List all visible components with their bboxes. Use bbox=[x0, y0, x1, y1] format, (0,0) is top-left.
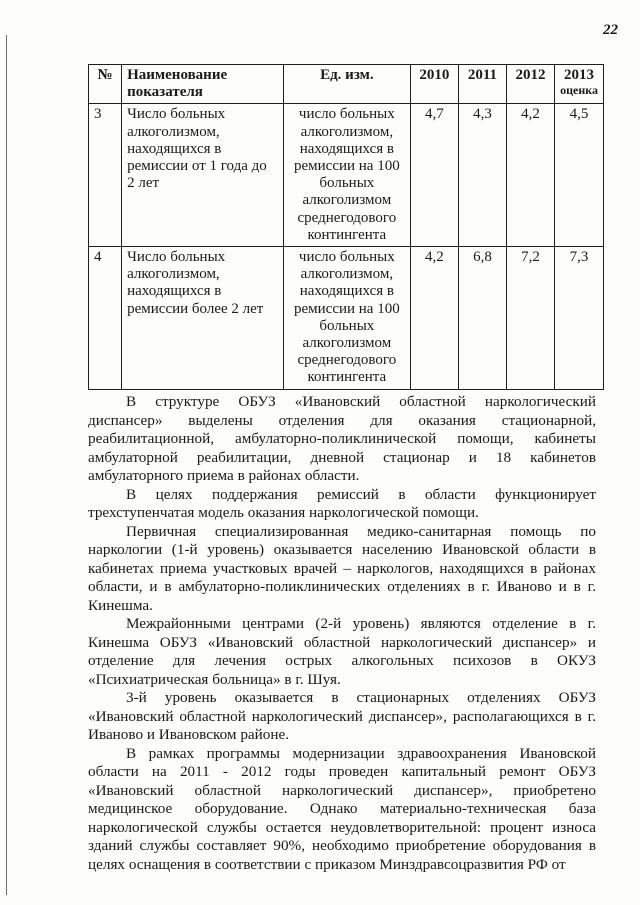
row-unit: число больных алкоголизмом, находящихся в ремиссии на 100 больных алкоголизмом среднегодового контингента bbox=[283, 247, 410, 390]
row-value-2010: 4,7 bbox=[410, 104, 458, 247]
table-row bbox=[89, 247, 604, 390]
header-2013-year: 2013 bbox=[564, 67, 595, 83]
paragraph-model: В целях поддержания ремиссий в области функционирует трехступенчатая модель оказания наркологической помощи. bbox=[88, 485, 596, 521]
table-header-row bbox=[89, 65, 604, 104]
table-row bbox=[89, 104, 604, 247]
paragraph-level-1: Первичная специализированная медико-санитарная помощь по наркологии (1-й уровень) оказывается населению Ивановской области в кабинетах приема участковых врачей – наркологов, находящихся в районах области, и в амбулаторно-поликлинических отделениях в г. Иваново и в г. Кинешма. bbox=[88, 522, 596, 614]
paragraph-modernization: В рамках программы модернизации здравоохранения Ивановской области на 2011 - 2012 годы проведен капитальный ремонт ОБУЗ «Ивановский областной наркологический диспансер», приобретено медицинское оборудование. Однако материально-техническая база наркологической службы остается неудовлетворительной: процент износа зданий службы составляет 90%, необходимо приобретение оборудования в целях оснащения в соответствии с приказом Минздравсоцразвития РФ от bbox=[88, 744, 596, 873]
row-value-2013: 4,5 bbox=[555, 104, 604, 247]
row-value-2012: 7,2 bbox=[506, 247, 554, 390]
header-name: Наименование показателя bbox=[122, 65, 284, 104]
row-name: Число больных алкоголизмом, находящихся в ремиссии более 2 лет bbox=[122, 247, 284, 390]
row-value-2011: 4,3 bbox=[458, 104, 506, 247]
paragraph-level-3: 3-й уровень оказывается в стационарных отделениях ОБУЗ «Ивановский областной наркологический диспансер», располагающихся в г. Иваново и Ивановском районе. bbox=[88, 689, 596, 743]
body-text bbox=[88, 393, 596, 874]
row-num: 3 bbox=[89, 104, 122, 247]
row-value-2012: 4,2 bbox=[506, 104, 554, 247]
header-2011: 2011 bbox=[458, 65, 506, 104]
row-num: 4 bbox=[89, 247, 122, 390]
header-2013 bbox=[555, 65, 604, 104]
paragraph-structure: В структуре ОБУЗ «Ивановский областной наркологический диспансер» выделены отделения для оказания стационарной, реабилитационной, амбулаторно-поликлинической помощи, кабинеты амбулаторной реабилитации, дневной стационар и 18 кабинетов амбулаторного приема в районах области. bbox=[88, 393, 596, 484]
row-unit: число больных алкоголизмом, находящихся в ремиссии на 100 больных алкоголизмом среднегодового контингента bbox=[283, 104, 410, 247]
row-name: Число больных алкоголизмом, находящихся в ремиссии от 1 года до 2 лет bbox=[122, 104, 284, 247]
margin-rule bbox=[6, 35, 7, 895]
indicators-table bbox=[88, 64, 604, 390]
header-num: № bbox=[89, 65, 122, 104]
page-number: 22 bbox=[603, 22, 618, 38]
header-2013-note: оценка bbox=[560, 83, 598, 98]
row-value-2010: 4,2 bbox=[410, 247, 458, 390]
header-unit: Ед. изм. bbox=[283, 65, 410, 104]
header-2012: 2012 bbox=[506, 65, 554, 104]
paragraph-level-2: Межрайонными центрами (2-й уровень) являются отделение в г. Кинешма ОБУЗ «Ивановский областной наркологический диспансер» и отделение для лечения острых алкогольных психозов в ОКУЗ «Психиатрическая больница» в г. Шуя. bbox=[88, 615, 596, 688]
row-value-2013: 7,3 bbox=[555, 247, 604, 390]
row-value-2011: 6,8 bbox=[458, 247, 506, 390]
header-2010: 2010 bbox=[410, 65, 458, 104]
